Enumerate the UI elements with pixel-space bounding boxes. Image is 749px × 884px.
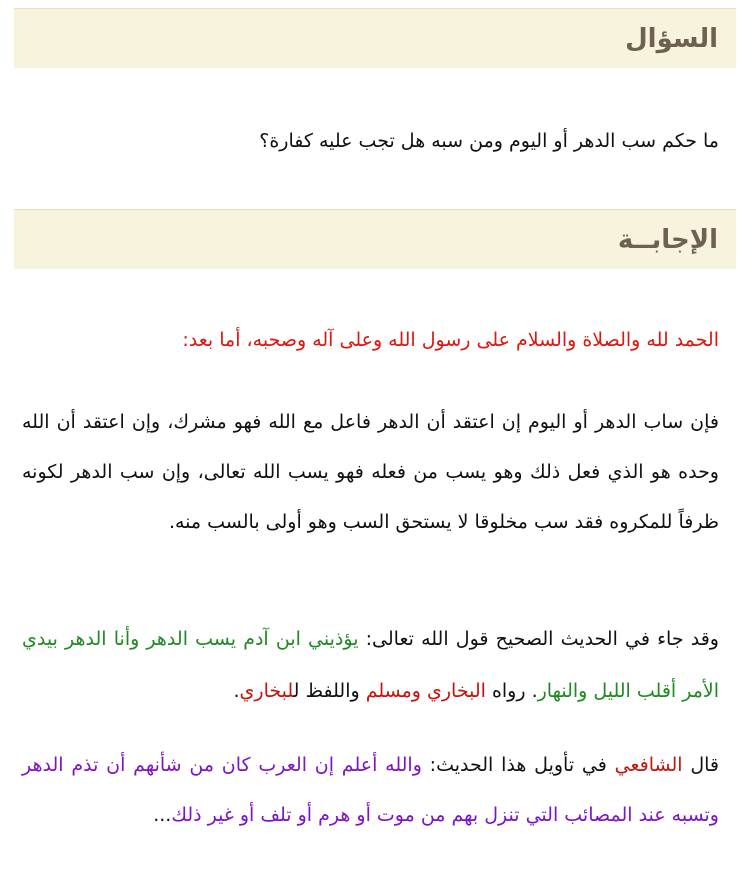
- paragraph-3-end: ...: [153, 804, 172, 826]
- answer-heading: الإجابــة: [617, 225, 718, 255]
- paragraph-2-lead: وقد جاء في الحديث الصحيح قول الله تعالى:: [358, 628, 719, 650]
- paragraph-3-mid: في تأويل هذا الحديث:: [421, 754, 615, 776]
- bukhari-link[interactable]: لبخاري: [239, 680, 294, 702]
- shafii-link[interactable]: الشافعي: [614, 754, 683, 776]
- answer-paragraph-3: [22, 740, 719, 840]
- answer-paragraph-2: [22, 613, 719, 717]
- narrators-link[interactable]: البخاري ومسلم: [365, 680, 486, 702]
- paragraph-3-lead: قال: [682, 754, 720, 776]
- paragraph-2-end: .: [233, 680, 240, 702]
- answer-section-header: [14, 209, 736, 269]
- question-heading: السؤال: [625, 24, 718, 54]
- shafii-quote: والله أعلم إن العرب كان من شأنهم أن تذم الدهر وتسبه عند المصائب التي تنزل بهم من موت أو هرم أو تلف أو غير ذلك: [22, 754, 719, 826]
- answer-intro: الحمد لله والصلاة والسلام على رسول الله وعلى آله وصحبه، أما بعد:: [182, 329, 719, 351]
- question-section-header: [14, 8, 736, 68]
- question-text: ما حكم سب الدهر أو اليوم ومن سبه هل تجب عليه كفارة؟: [259, 130, 719, 152]
- paragraph-2-narration-prefix: . رواه: [485, 680, 538, 702]
- paragraph-2-wording-note: واللفظ ل: [293, 680, 366, 702]
- hadith-quote: يؤذيني ابن آدم يسب الدهر وأنا الدهر بيدي الأمر أقلب الليل والنهار: [22, 628, 719, 702]
- answer-paragraph-1: فإن ساب الدهر أو اليوم إن اعتقد أن الدهر فاعل مع الله فهو مشرك، وإن اعتقد أن الله وحده هو الذي فعل ذلك وهو يسب من فعله فهو يسب الله تعالى، وإن سب الدهر لكونه ظرفاً للمكروه فقد سب مخلوقا لا يستحق السب وهو أولى بالسب منه.: [22, 411, 719, 533]
